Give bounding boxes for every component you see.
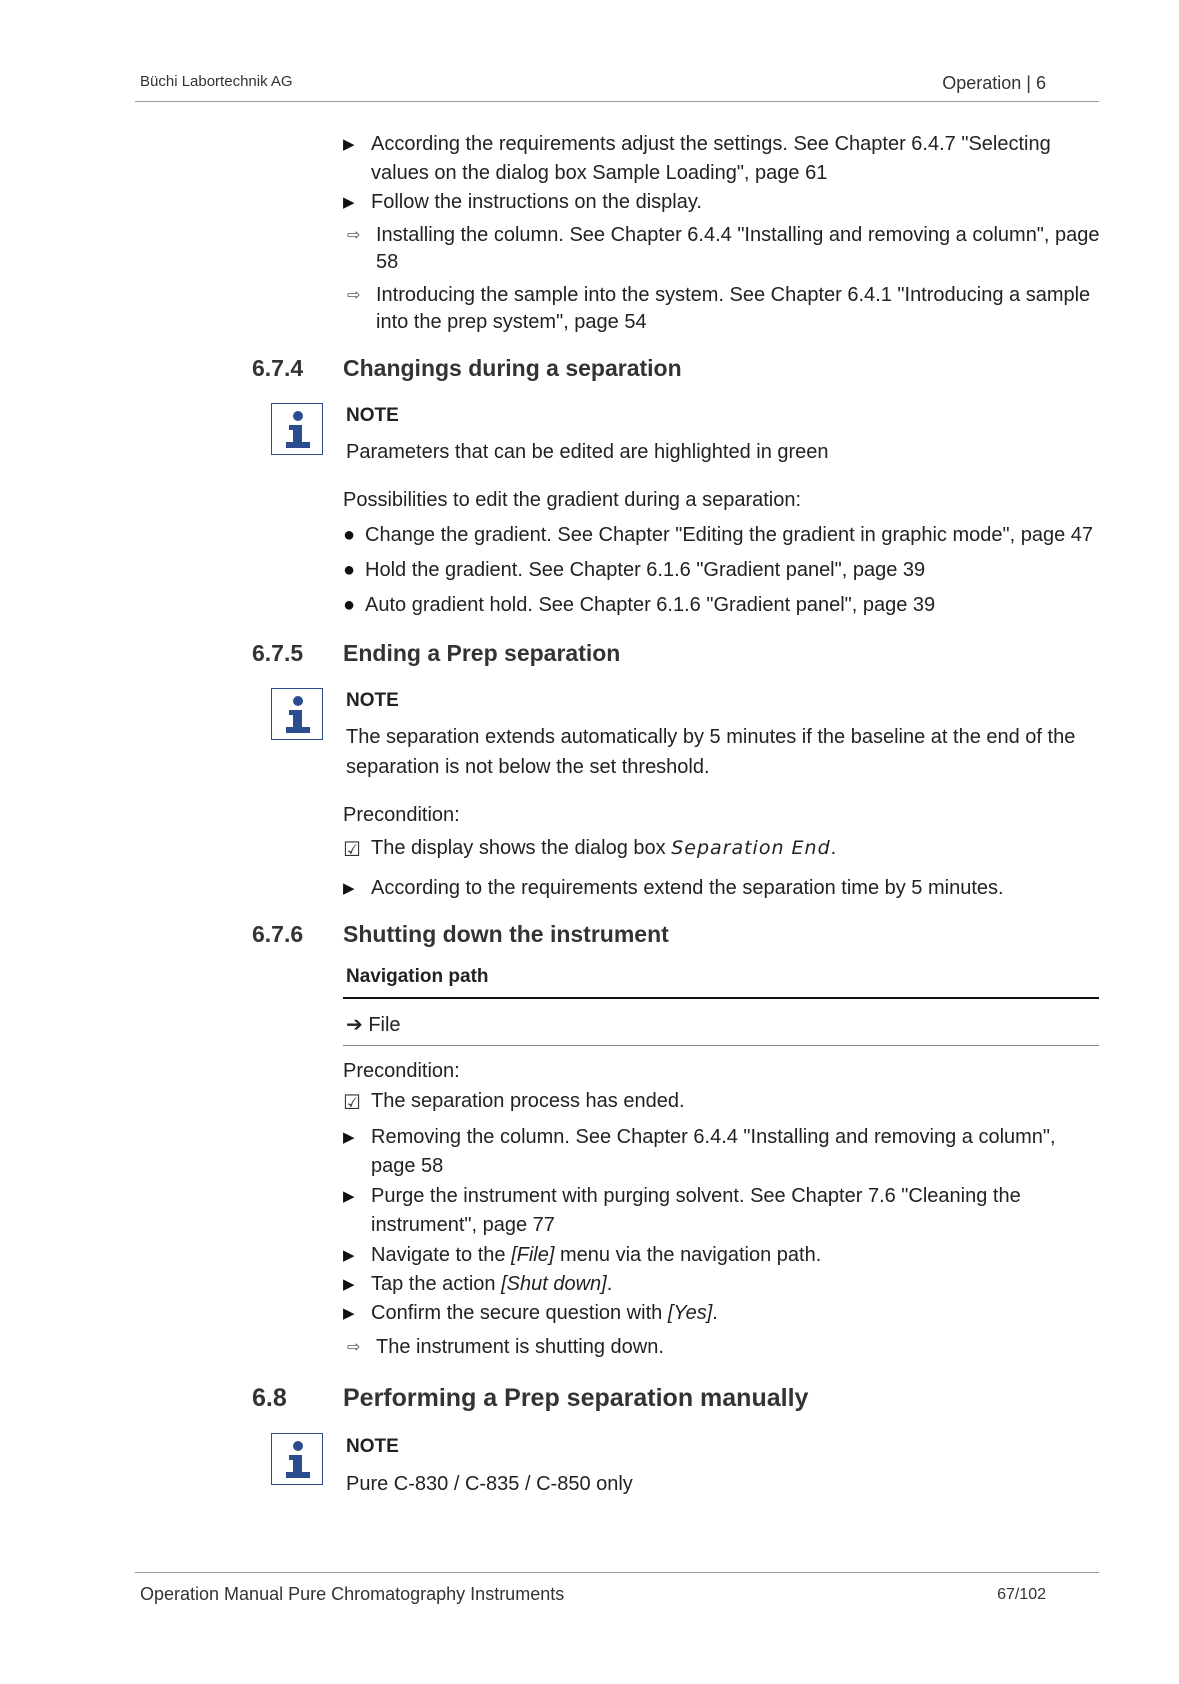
triangle-right-icon: ▶: [343, 1129, 355, 1146]
section-number: 6.7.5: [252, 640, 304, 666]
bullet-dot-icon: ●: [343, 594, 356, 616]
nav-rule: [343, 997, 1099, 999]
bullet-dot-icon: ●: [343, 524, 356, 546]
section-number: 6.8: [252, 1384, 287, 1412]
paragraph: Possibilities to edit the gradient during a separation:: [343, 489, 802, 511]
header-company: Büchi Labortechnik AG: [140, 73, 293, 90]
step-item: ▶ According to the requirements extend the separation time by 5 minutes.: [343, 874, 1103, 903]
precondition-item: ☑ The separation process has ended.: [343, 1090, 685, 1114]
bullet-item: ● Hold the gradient. See Chapter 6.1.6 "Gradient panel", page 39: [343, 559, 926, 581]
section-number: 6.7.4: [252, 355, 304, 381]
info-icon: [271, 1433, 323, 1485]
arrow-right-icon: ➔: [346, 1014, 363, 1036]
step-item: ▶ Removing the column. See Chapter 6.4.4 "Installing and removing a column", page 58: [343, 1123, 1103, 1181]
precondition-label: Precondition:: [343, 804, 460, 826]
triangle-right-icon: ▶: [343, 1247, 355, 1264]
header-rule: [135, 101, 1099, 102]
triangle-right-icon: ▶: [343, 1188, 355, 1205]
intro-result: ⇨ Introducing the sample into the system. See Chapter 6.4.1 "Introducing a sample into the prep system", page 54: [347, 284, 1091, 333]
triangle-right-icon: ▶: [343, 1276, 355, 1293]
hollow-arrow-icon: ⇨: [347, 227, 361, 244]
note-text: Parameters that can be edited are highlighted in green: [346, 441, 829, 463]
note-label: NOTE: [346, 405, 399, 426]
info-icon: [271, 403, 323, 455]
triangle-right-icon: ▶: [343, 194, 355, 211]
nav-rule: [343, 1045, 1099, 1046]
navigation-path-label: Navigation path: [346, 966, 489, 987]
triangle-right-icon: ▶: [343, 880, 355, 897]
section-title: Shutting down the instrument: [343, 921, 669, 947]
note-text: Pure C-830 / C-835 / C-850 only: [346, 1473, 633, 1495]
intro-step: ▶ Follow the instructions on the display.: [343, 188, 1103, 217]
footer-title: Operation Manual Pure Chromatography Instruments: [140, 1584, 565, 1604]
step-item: ▶ Confirm the secure question with [Yes].: [343, 1299, 1103, 1328]
section-title: Changings during a separation: [343, 355, 682, 381]
step-item: ▶ Navigate to the [File] menu via the navigation path.: [343, 1241, 1103, 1270]
note-text: The separation extends automatically by 5 minutes if the baseline at the end of the separation is not below the set threshold.: [346, 726, 1076, 778]
result-item: ⇨ The instrument is shutting down.: [347, 1334, 1107, 1361]
header-section: Operation | 6: [942, 73, 1046, 93]
precondition-item: ☑ The display shows the dialog box Separation End.: [343, 837, 837, 861]
section-number: 6.7.6: [252, 921, 304, 947]
note-label: NOTE: [346, 1436, 399, 1457]
dialog-name: Separation End: [671, 837, 831, 859]
intro-result: ⇨ Installing the column. See Chapter 6.4.4 "Installing and removing a column", page 58: [347, 224, 1100, 273]
note-label: NOTE: [346, 690, 399, 711]
hollow-arrow-icon: ⇨: [347, 287, 361, 304]
intro-step: ▶ According the requirements adjust the settings. See Chapter 6.4.7 "Selecting values on the dialog box Sample Loading", page 61: [343, 130, 1103, 188]
nav-path-item: ➔ File: [346, 1014, 401, 1036]
section-title: Performing a Prep separation manually: [343, 1384, 809, 1412]
hollow-arrow-icon: ⇨: [347, 1339, 361, 1356]
bullet-dot-icon: ●: [343, 559, 356, 581]
bullet-item: ● Change the gradient. See Chapter "Editing the gradient in graphic mode", page 47: [343, 524, 1094, 546]
step-item: ▶ Tap the action [Shut down].: [343, 1270, 1103, 1299]
triangle-right-icon: ▶: [343, 1305, 355, 1322]
bullet-item: ● Auto gradient hold. See Chapter 6.1.6 "Gradient panel", page 39: [343, 594, 936, 616]
triangle-right-icon: ▶: [343, 136, 355, 153]
info-icon: [271, 688, 323, 740]
footer-rule: [135, 1572, 1099, 1573]
step-item: ▶ Purge the instrument with purging solvent. See Chapter 7.6 "Cleaning the instrument", page 77: [343, 1182, 1103, 1240]
checkbox-icon: ☑: [343, 839, 361, 861]
precondition-label: Precondition:: [343, 1060, 460, 1082]
checkbox-icon: ☑: [343, 1092, 361, 1114]
section-title: Ending a Prep separation: [343, 640, 621, 666]
page-number: 67/102: [997, 1586, 1046, 1603]
